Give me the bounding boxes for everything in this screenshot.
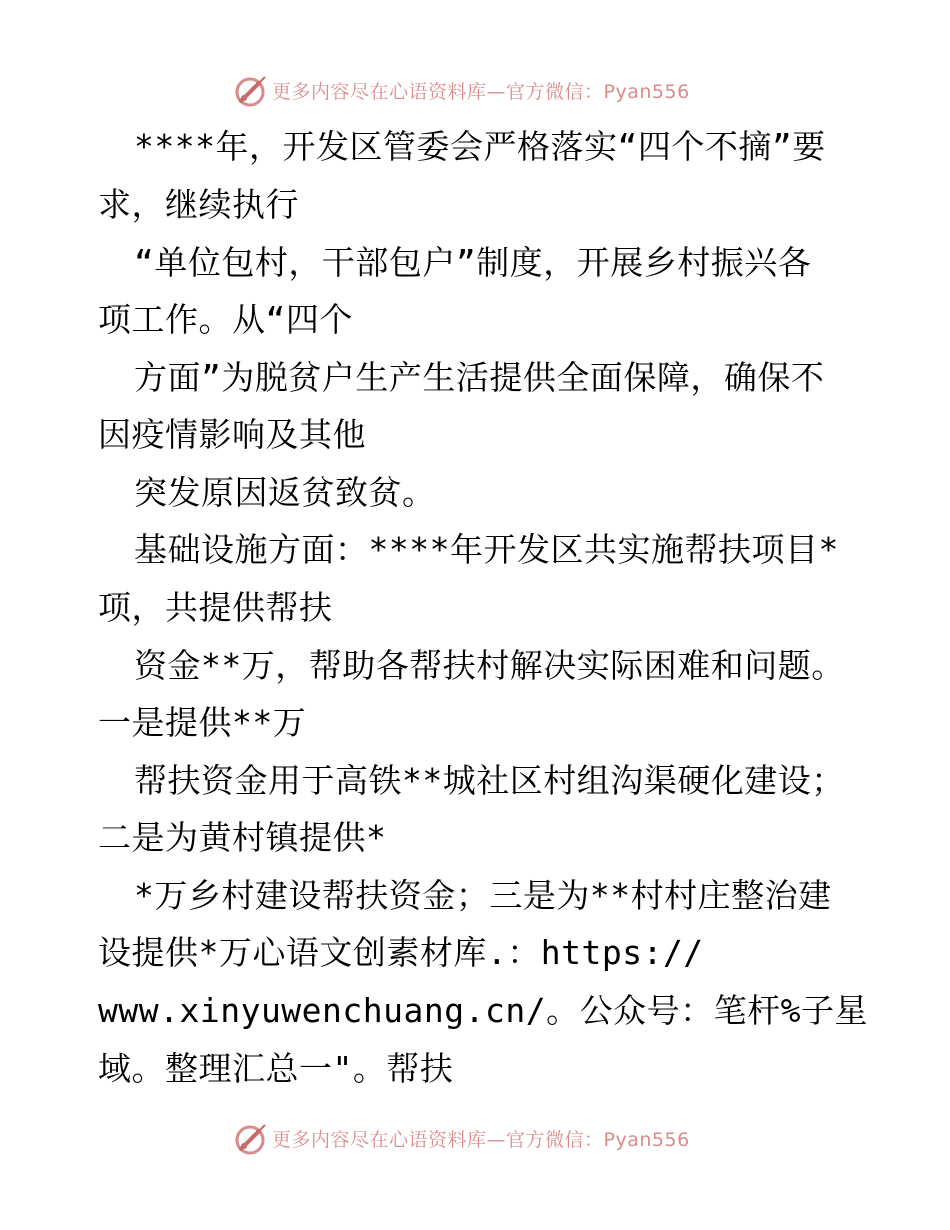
body-line: 求，继续执行 <box>98 185 299 224</box>
header-banner <box>0 70 950 114</box>
body-line: 项工作。从“四个 <box>98 300 353 339</box>
body-line: *万乡村建设帮扶资金；三是为**村村庄整治建 <box>134 876 832 915</box>
banner-wechat-text: —官方微信：Pyan556 <box>486 81 690 103</box>
pen-logo-icon <box>232 1122 268 1158</box>
body-line: 突发原因返贫致贫。 <box>134 473 436 512</box>
body-line: 方面”为脱贫户生产生活提供全面保障，确保不 <box>134 358 825 397</box>
body-line: 一是提供**万 <box>98 703 307 742</box>
banner-main-text: 更多内容尽在心语资料库 <box>272 1129 487 1151</box>
body-line: 设提供*万心语文创素材库.：https:// <box>98 933 704 972</box>
body-line: 基础设施方面：****年开发区共实施帮扶项目* <box>134 530 839 569</box>
body-line: “单位包村，干部包户”制度，开展乡村振兴各 <box>134 243 812 282</box>
body-line: 因疫情影响及其他 <box>98 415 366 454</box>
body-line: www.xinyuwenchuang.cn/。公众号：笔杆%子星 <box>98 991 868 1030</box>
body-line: 资金**万，帮助各帮扶村解决实际困难和问题。 <box>134 646 845 685</box>
body-line: ****年，开发区管委会严格落实“四个不摘”要 <box>134 127 826 166</box>
body-line: 帮扶资金用于高铁**城社区村组沟渠硬化建设； <box>134 761 845 800</box>
banner-text <box>272 78 690 106</box>
body-line: 二是为黄村镇提供* <box>98 818 387 857</box>
body-line: 项，共提供帮扶 <box>98 588 333 627</box>
pen-logo-icon <box>232 74 268 110</box>
footer-banner <box>0 1118 950 1162</box>
banner-text <box>272 1126 690 1154</box>
banner-wechat-text: —官方微信：Pyan556 <box>486 1129 690 1151</box>
banner-main-text: 更多内容尽在心语资料库 <box>272 81 487 103</box>
body-line: 域。整理汇总一"。帮扶 <box>98 1049 454 1088</box>
